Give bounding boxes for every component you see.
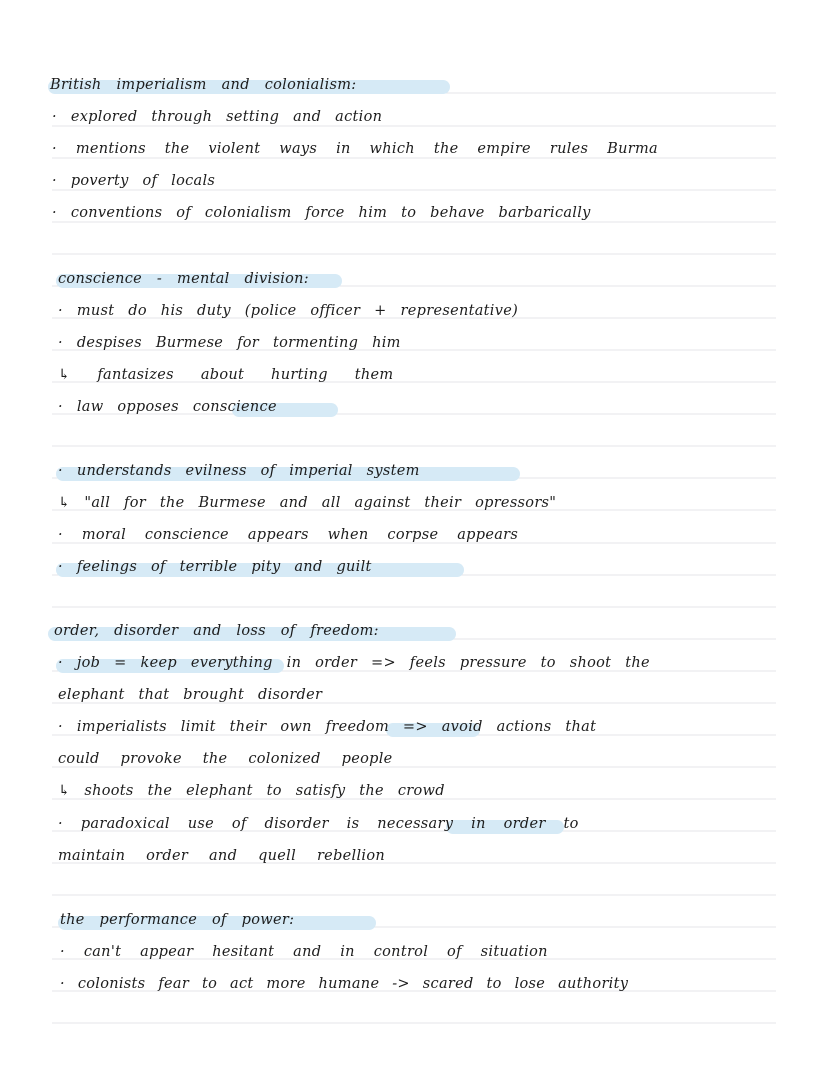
note-line: ↳ fantasizes about hurting them: [58, 367, 394, 383]
note-line: · imperialists limit their own freedom => avoid actions that: [58, 719, 597, 735]
section-heading: order, disorder and loss of freedom:: [54, 623, 379, 639]
note-line: · law opposes conscience: [58, 399, 277, 415]
note-line: ↳ shoots the elephant to satisfy the crowd: [58, 783, 445, 799]
note-line: · despises Burmese for tormenting him: [58, 335, 401, 351]
note-line: · job = keep everything in order => feels pressure to shoot the: [58, 655, 650, 671]
note-line: · understands evilness of imperial system: [58, 463, 420, 479]
note-line: · paradoxical use of disorder is necessary in order to: [58, 816, 579, 832]
note-line: · mentions the violent ways in which the empire rules Burma: [52, 141, 659, 157]
note-line: ↳ "all for the Burmese and all against their opressors": [58, 495, 557, 511]
note-line: · explored through setting and action: [52, 109, 383, 125]
note-line: · moral conscience appears when corpse appears: [58, 527, 519, 543]
note-line: · conventions of colonialism force him to behave barbarically: [52, 205, 591, 221]
section-heading: the performance of power:: [60, 912, 295, 928]
note-line: · must do his duty (police officer + representative): [58, 303, 519, 319]
note-line: elephant that brought disorder: [58, 687, 323, 703]
note-line: · poverty of locals: [52, 173, 216, 189]
note-line: · can't appear hesitant and in control of situation: [60, 944, 548, 960]
note-line: could provoke the colonized people: [58, 751, 393, 767]
section-heading: conscience - mental division:: [58, 271, 309, 287]
section-heading: British imperialism and colonialism:: [50, 77, 357, 93]
note-line: maintain order and quell rebellion: [58, 848, 386, 864]
note-line: · colonists fear to act more humane -> scared to lose authority: [60, 976, 629, 992]
note-line: · feelings of terrible pity and guilt: [58, 559, 372, 575]
